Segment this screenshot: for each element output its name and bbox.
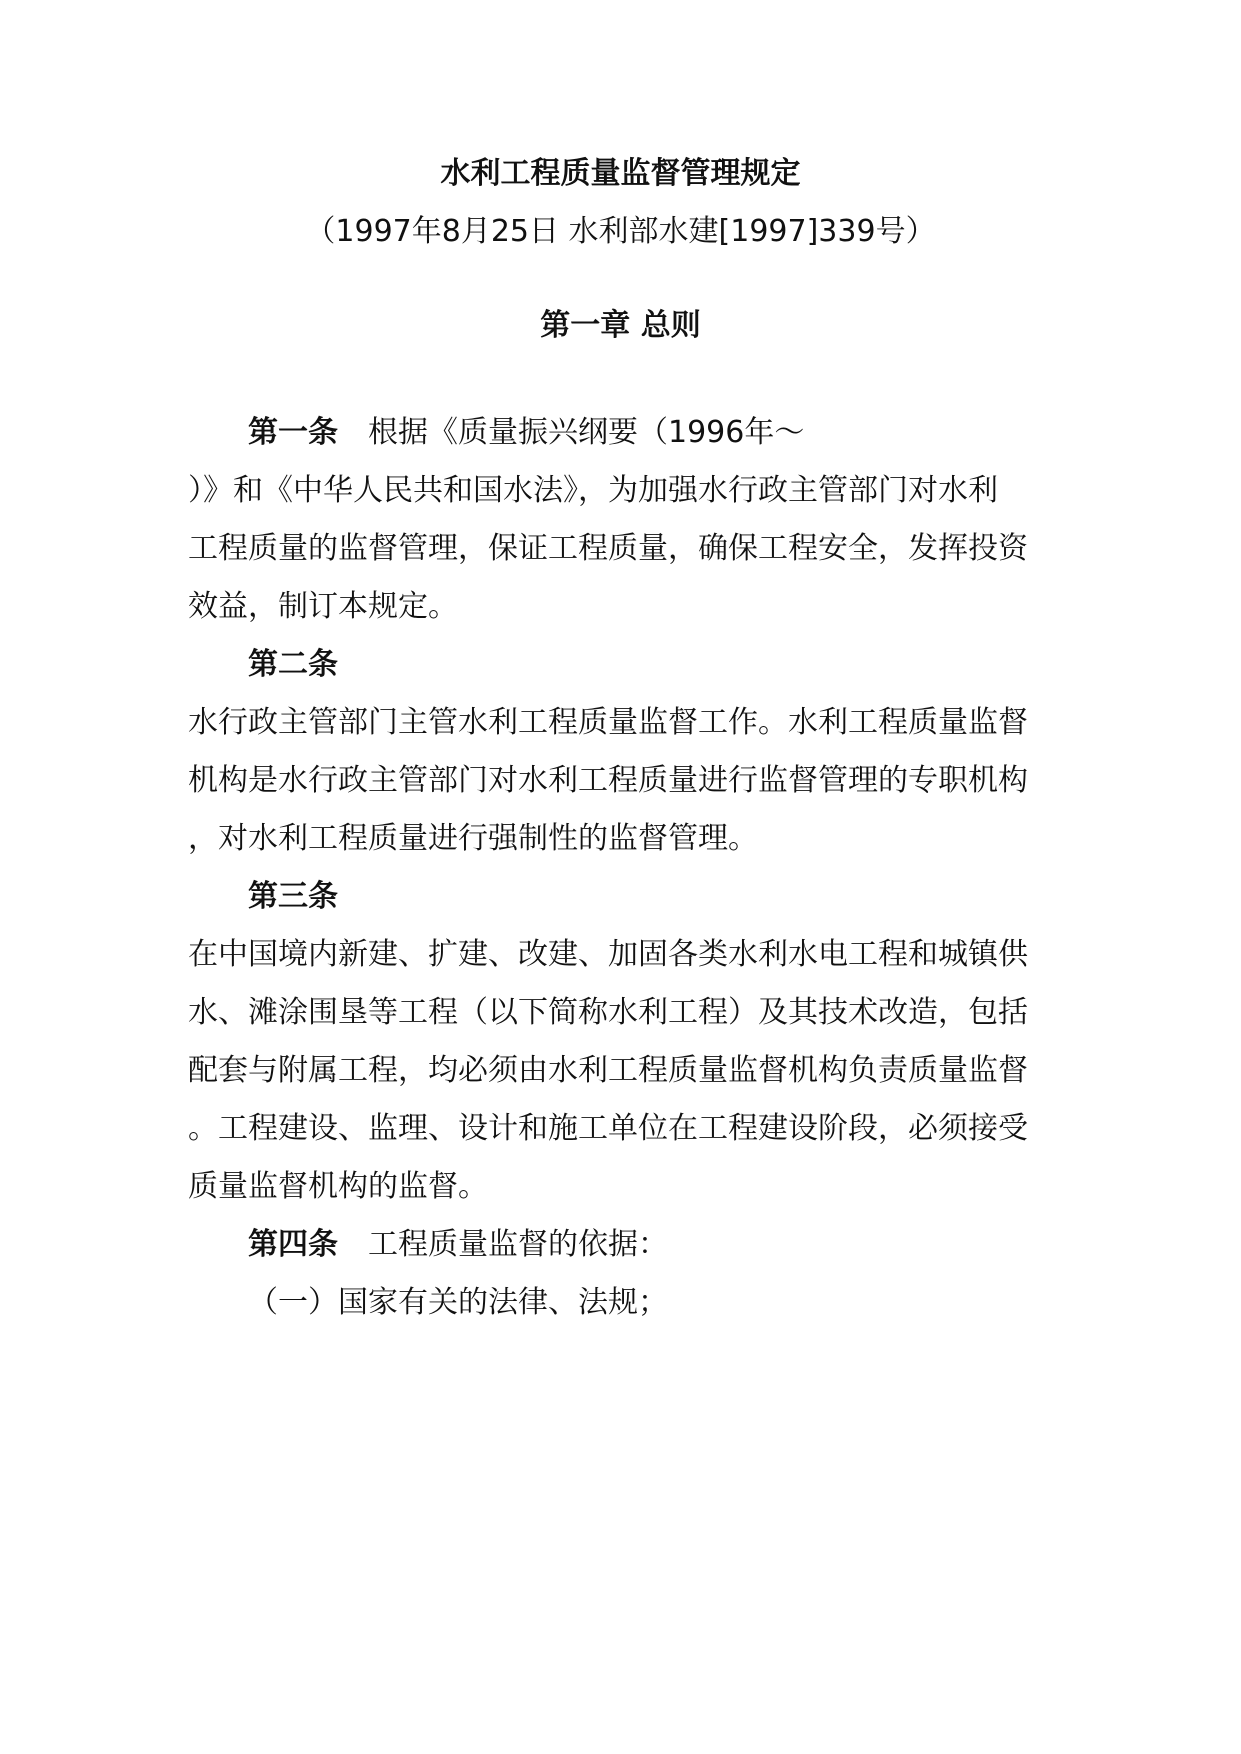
chapter-heading: 第一章 总则: [540, 308, 701, 343]
document-subtitle: （1997年8月25日 水利部水建[1997]339号）: [305, 214, 936, 249]
article-3-heading: 第三条: [248, 879, 338, 914]
article-2-line: 机构是水行政主管部门对水利工程质量进行监督管理的专职机构: [188, 763, 1028, 798]
article-4-heading: 第四条: [248, 1227, 338, 1262]
article-3-line: 。工程建设、监理、设计和施工单位在工程建设阶段，必须接受: [188, 1111, 1028, 1146]
article-1-text: 根据《质量振兴纲要（1996年～: [368, 415, 805, 450]
article-3-line: 配套与附属工程，均必须由水利工程质量监督机构负责质量监督: [188, 1053, 1028, 1088]
article-1-line: 工程质量的监督管理，保证工程质量，确保工程安全，发挥投资: [188, 531, 1028, 566]
article-1-line: 效益，制订本规定。: [188, 589, 458, 624]
article-3-line: 质量监督机构的监督。: [188, 1169, 488, 1204]
article-1-heading: 第一条: [248, 415, 338, 450]
article-1-first-line: [248, 413, 804, 453]
article-4-first-line: [248, 1225, 668, 1265]
document-title: 水利工程质量监督管理规定: [440, 156, 801, 191]
article-3-line: 水、滩涂围垦等工程（以下简称水利工程）及其技术改造，包括: [188, 995, 1028, 1030]
article-3-line: 在中国境内新建、扩建、改建、加固各类水利水电工程和城镇供: [188, 937, 1028, 972]
article-2-line: ，对水利工程质量进行强制性的监督管理。: [188, 821, 758, 856]
article-4-text: 工程质量监督的依据：: [368, 1227, 668, 1262]
article-1-line: ）》和《中华人民共和国水法》，为加强水行政主管部门对水利: [188, 473, 998, 508]
article-2-line: 水行政主管部门主管水利工程质量监督工作。水利工程质量监督: [188, 705, 1028, 740]
article-4-item-1: （一）国家有关的法律、法规；: [248, 1285, 668, 1320]
article-2-heading: 第二条: [248, 647, 338, 682]
